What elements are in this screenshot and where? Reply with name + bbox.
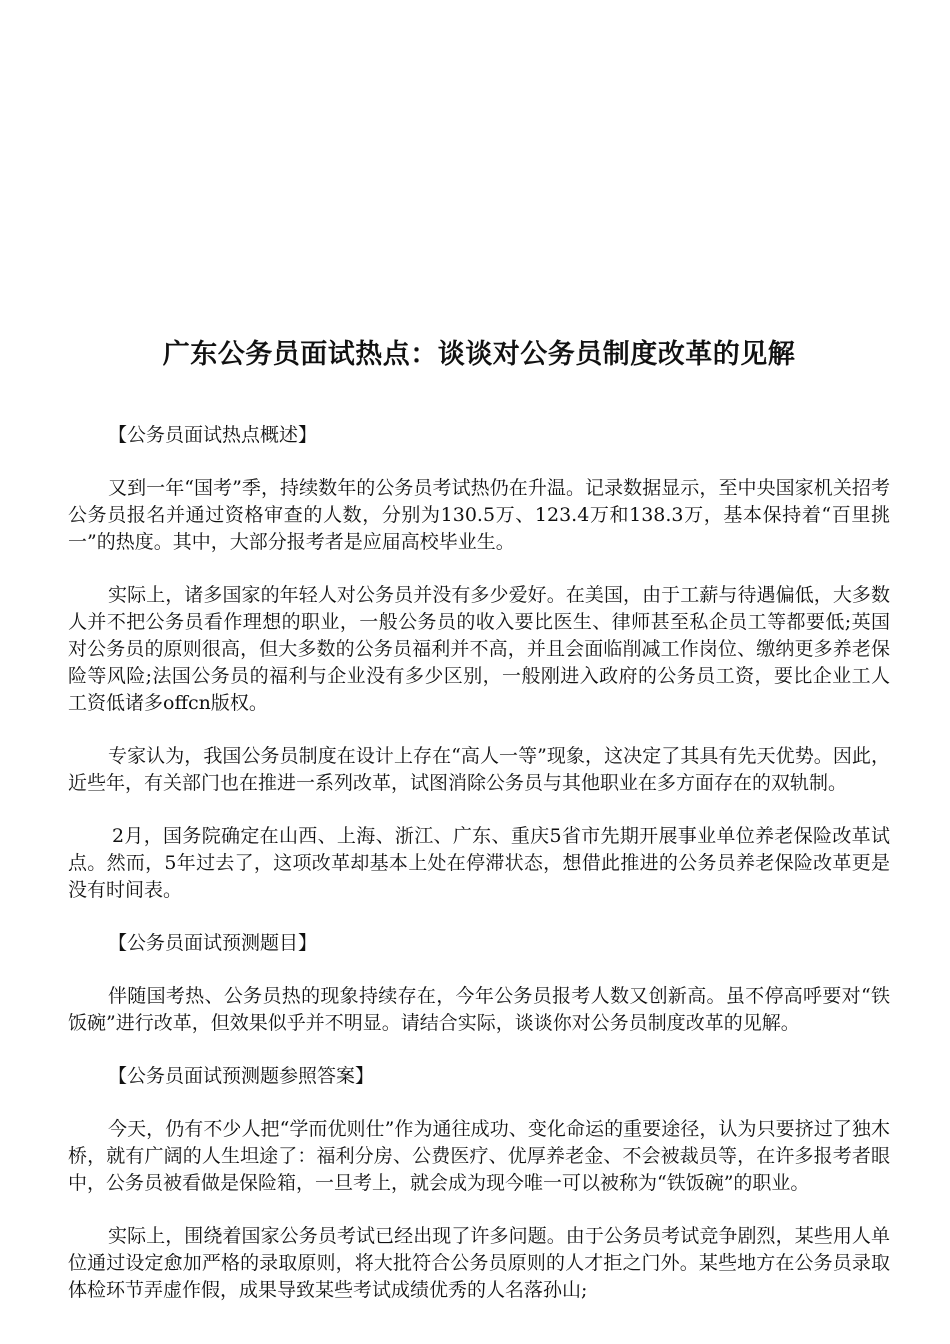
section-heading-question: 【公务员面试预测题目】 <box>108 932 318 954</box>
paragraph-foreign-comparison: 实际上，诸多国家的年轻人对公务员并没有多少爱好。在美国，由于工薪与待遇偏低，大多数人并不把公务员看作理想的职业，一般公务员的收入要比医生、律师甚至私企员工等都要低;英国对公务员的原则很高，但大多数的公务员福利并不高，并且会面临削减工作岗位、缴纳更多养老保险等风险;法国公务员的福利与企业没有多少区别，一般刚进入政府的公务员工资，要比企业工人工资低诸多offcn版权。 <box>68 584 890 714</box>
paragraph-question: 伴随国考热、公务员热的现象持续存在，今年公务员报考人数又创新高。虽不停高呼要对“铁饭碗”进行改革，但效果似乎并不明显。请结合实际，谈谈你对公务员制度改革的见解。 <box>68 985 890 1034</box>
section-heading-overview: 【公务员面试热点概述】 <box>108 424 318 446</box>
paragraph-answer-intro: 今天，仍有不少人把“学而优则仕”作为通往成功、变化命运的重要途径，认为只要挤过了独木桥，就有广阔的人生坦途了：福利分房、公费医疗、优厚养老金、不会被裁员等，在许多报考者眼中，公务员被看做是保险箱，一旦考上，就会成为现今唯一可以被称为“铁饭碗”的职业。 <box>68 1118 890 1194</box>
document-page <box>68 330 890 1330</box>
section-heading-answer: 【公务员面试预测题参照答案】 <box>108 1065 375 1087</box>
paragraph-expert-view: 专家认为，我国公务员制度在设计上存在“高人一等”现象，这决定了其具有先天优势。因此，近些年，有关部门也在推进一系列改革，试图消除公务员与其他职业在多方面存在的双轨制。 <box>68 745 890 794</box>
section-answer <box>68 1063 890 1304</box>
section-question <box>68 930 890 1037</box>
paragraph-pension-reform: 2月，国务院确定在山西、上海、浙江、广东、重庆5省市先期开展事业单位养老保险改革试点。然而，5年过去了，这项改革却基本上处在停滞状态，想借此推进的公务员养老保险改革更是没有时间表。 <box>68 825 890 901</box>
section-overview <box>68 422 890 904</box>
document-title: 广东公务员面试热点：谈谈对公务员制度改革的见解 <box>162 339 796 370</box>
paragraph-answer-problems: 实际上，围绕着国家公务员考试已经出现了许多问题。由于公务员考试竞争剧烈，某些用人单位通过设定愈加严格的录取原则，将大批符合公务员原则的人才拒之门外。某些地方在公务员录取体检环节弄虚作假，成果导致某些考试成绩优秀的人名落孙山; <box>68 1225 890 1301</box>
paragraph-exam-heat: 又到一年“国考”季，持续数年的公务员考试热仍在升温。记录数据显示，至中央国家机关招考公务员报名并通过资格审查的人数，分别为130.5万、123.4万和138.3万，基本保持着“百里挑一”的热度。其中，大部分报考者是应届高校毕业生。 <box>68 477 890 553</box>
